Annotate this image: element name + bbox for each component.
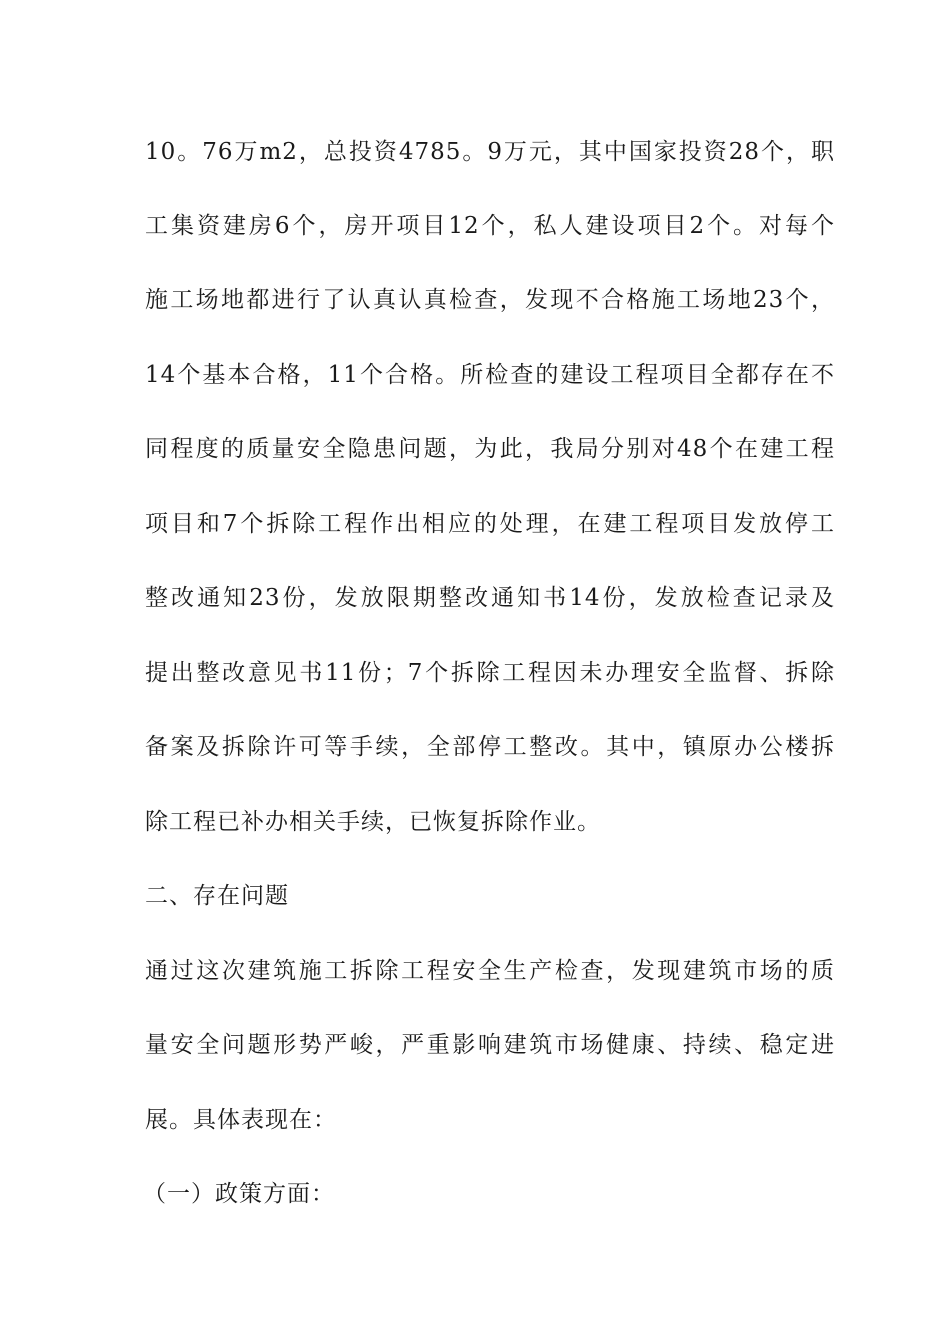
paragraph-line: 备案及拆除许可等手续，全部停工整改。其中，镇原办公楼拆 (145, 734, 835, 760)
paragraph-line: 项目和7个拆除工程作出相应的处理，在建工程项目发放停工 (145, 511, 835, 537)
paragraph-line: 展。具体表现在： (145, 1107, 337, 1133)
paragraph-line: 通过这次建筑施工拆除工程安全生产检查，发现建筑市场的质 (145, 958, 835, 984)
paragraph-line: 同程度的质量安全隐患问题，为此，我局分别对48个在建工程 (145, 436, 835, 462)
paragraph-line: 量安全问题形势严峻，严重影响建筑市场健康、持续、稳定进 (145, 1032, 835, 1058)
paragraph-line: 10。76万m2，总投资4785。9万元，其中国家投资28个，职 (145, 139, 835, 165)
paragraph-line: 工集资建房6个，房开项目12个，私人建设项目2个。对每个 (145, 213, 835, 239)
paragraph-line: 整改通知23份，发放限期整改通知书14份，发放检查记录及 (145, 585, 835, 611)
paragraph-line: 施工场地都进行了认真认真检查，发现不合格施工场地23个， (145, 287, 835, 313)
subheading: （一）政策方面： (143, 1181, 335, 1207)
section-heading: 二、存在问题 (145, 883, 289, 909)
paragraph-line: 14个基本合格，11个合格。所检查的建设工程项目全都存在不 (145, 362, 835, 388)
paragraph-line: 提出整改意见书11份；7个拆除工程因未办理安全监督、拆除 (145, 660, 835, 686)
paragraph-line: 除工程已补办相关手续，已恢复拆除作业。 (145, 809, 601, 835)
